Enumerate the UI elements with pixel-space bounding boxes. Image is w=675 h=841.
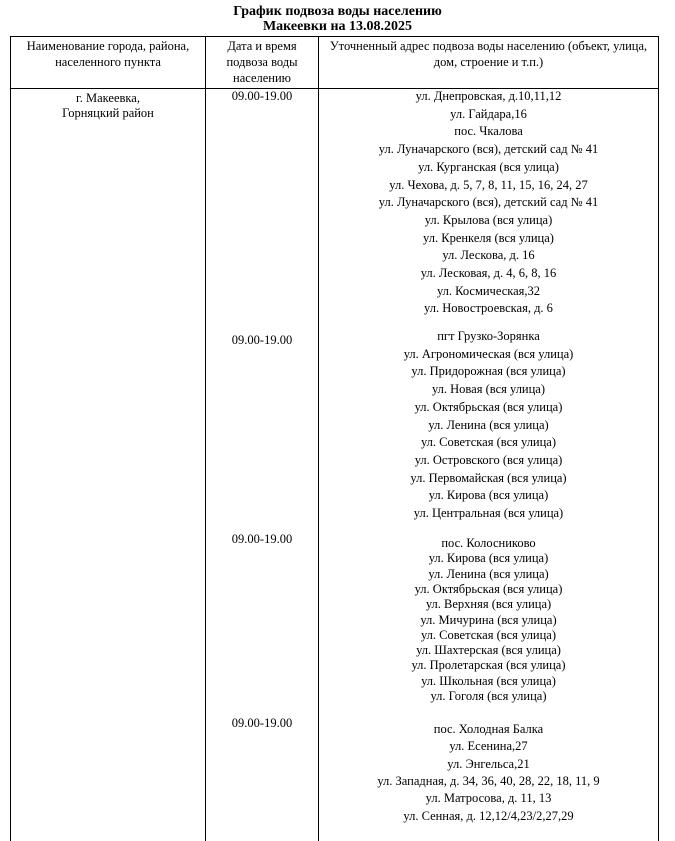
- address-line: ул. Лесковая, д. 4, 6, 8, 16: [319, 266, 658, 281]
- address-line: ул. Агрономическая (вся улица): [319, 347, 658, 362]
- address-line: ул. Ленина (вся улица): [319, 567, 658, 582]
- delivery-time: 09.00-19.00: [206, 532, 318, 547]
- water-delivery-table: [10, 36, 659, 841]
- address-line: ул. Центральная (вся улица): [319, 506, 658, 521]
- document-title: [0, 4, 675, 34]
- delivery-time: 09.00-19.00: [206, 716, 318, 731]
- address-line: ул. Космическая,32: [319, 284, 658, 299]
- district-name: Горняцкий район: [11, 106, 205, 121]
- address-line: ул. Мичурина (вся улица): [319, 613, 658, 628]
- time-cell: [206, 89, 319, 841]
- address-line: ул. Советская (вся улица): [319, 435, 658, 450]
- address-line: ул. Матросова, д. 11, 13: [319, 791, 658, 806]
- address-line: ул. Кирова (вся улица): [319, 488, 658, 503]
- table-header-row: [11, 37, 659, 89]
- address-line: ул. Сенная, д. 12,12/4,23/2,27,29: [319, 809, 658, 824]
- address-line: ул. Луначарского (вся), детский сад № 41: [319, 195, 658, 210]
- address-line: ул. Шахтерская (вся улица): [319, 643, 658, 658]
- address-line: ул. Гайдара,16: [319, 107, 658, 122]
- address-line: ул. Крылова (вся улица): [319, 213, 658, 228]
- delivery-time: 09.00-19.00: [206, 333, 318, 348]
- address-line: ул. Днепровская, д.10,11,12: [319, 89, 658, 104]
- address-line: ул. Октябрьская (вся улица): [319, 582, 658, 597]
- address-line: ул. Ленина (вся улица): [319, 418, 658, 433]
- address-line: пос. Колосниково: [319, 536, 658, 551]
- address-line: ул. Островского (вся улица): [319, 453, 658, 468]
- address-line: пос. Холодная Балка: [319, 722, 658, 737]
- settlement-cell: [11, 89, 206, 841]
- delivery-time: 09.00-19.00: [206, 89, 318, 104]
- address-line: ул. Кирова (вся улица): [319, 551, 658, 566]
- address-cell: [319, 89, 659, 841]
- table-row: [11, 89, 659, 841]
- address-line: ул. Школьная (вся улица): [319, 674, 658, 689]
- header-datetime: Дата и время подвоза воды населению: [206, 37, 319, 89]
- address-line: ул. Есенина,27: [319, 739, 658, 754]
- address-line: ул. Чехова, д. 5, 7, 8, 11, 15, 16, 24, 27: [319, 178, 658, 193]
- address-line: ул. Курганская (вся улица): [319, 160, 658, 175]
- address-line: ул. Кренкеля (вся улица): [319, 231, 658, 246]
- address-line: пгт Грузко-Зорянка: [319, 329, 658, 344]
- address-line: ул. Первомайская (вся улица): [319, 471, 658, 486]
- title-line-2: Макеевки на 13.08.2025: [0, 19, 675, 34]
- address-line: ул. Новостроевская, д. 6: [319, 301, 658, 316]
- address-line: ул. Гоголя (вся улица): [319, 689, 658, 704]
- address-line: ул. Верхняя (вся улица): [319, 597, 658, 612]
- address-line: ул. Пролетарская (вся улица): [319, 658, 658, 673]
- header-address: Уточненный адрес подвоза воды населению (объект, улица, дом, строение и т.п.): [319, 37, 659, 89]
- address-line: ул. Советская (вся улица): [319, 628, 658, 643]
- header-settlement: Наименование города, района, населенного пункта: [11, 37, 206, 89]
- address-line: ул. Придорожная (вся улица): [319, 364, 658, 379]
- address-line: ул. Октябрьская (вся улица): [319, 400, 658, 415]
- address-line: ул. Энгельса,21: [319, 757, 658, 772]
- address-line: ул. Лескова, д. 16: [319, 248, 658, 263]
- address-line: ул. Новая (вся улица): [319, 382, 658, 397]
- title-line-1: График подвоза воды населению: [0, 4, 675, 19]
- address-line: ул. Западная, д. 34, 36, 40, 28, 22, 18, 11, 9: [319, 774, 658, 789]
- city-name: г. Макеевка,: [11, 89, 205, 106]
- address-line: ул. Луначарского (вся), детский сад № 41: [319, 142, 658, 157]
- address-line: пос. Чкалова: [319, 124, 658, 139]
